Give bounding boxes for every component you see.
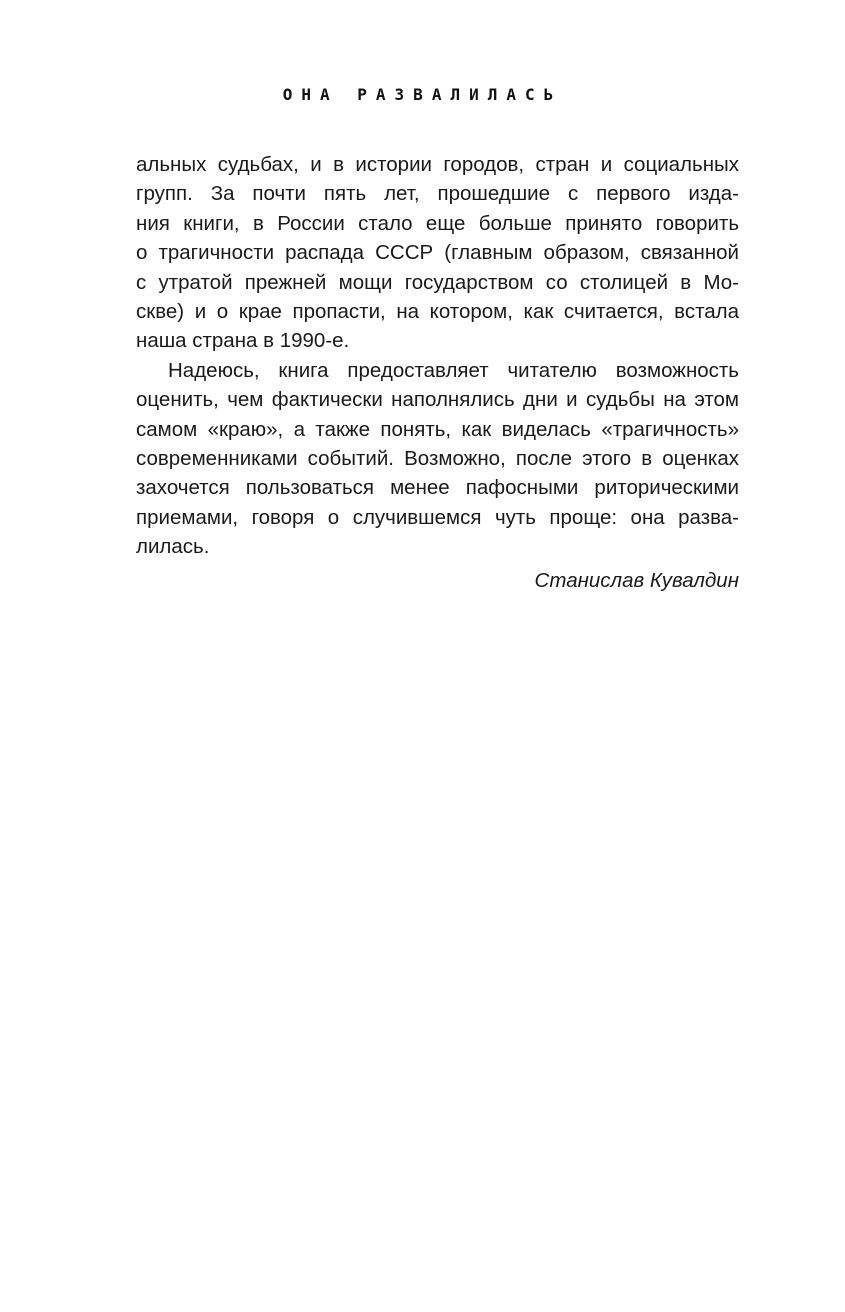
running-head: ОНА РАЗВАЛИЛАСЬ: [282, 85, 563, 104]
text-line: ния книги, в России стало еще больше принято говорить: [136, 211, 739, 235]
paragraph-2: [136, 356, 739, 562]
author-signature: Станислав Кувалдин: [534, 569, 739, 592]
text-line: захочется пользоваться менее пафосными риторическими: [136, 476, 739, 500]
text-line: современниками событий. Возможно, после этого в оценках: [136, 446, 739, 470]
text-line: приемами, говоря о случившемся чуть проще: она разва-: [136, 505, 739, 529]
body-text: [136, 150, 739, 561]
text-line: самом «краю», а также понять, как виделась «трагичность»: [136, 417, 739, 441]
text-line: наша страна в 1990-е.: [136, 329, 350, 353]
text-line: о трагичности распада СССР (главным образом, связанной: [136, 241, 739, 265]
text-line: альных судьбах, и в истории городов, стран и социальных: [136, 153, 739, 176]
text-line: с утратой прежней мощи государством со столицей в Мо-: [136, 270, 739, 294]
text-line: групп. За почти пять лет, прошедшие с первого изда-: [136, 182, 739, 206]
text-line: лилась.: [136, 535, 210, 559]
text-line: оценить, чем фактически наполнялись дни и судьбы на этом: [136, 388, 739, 412]
text-line: скве) и о крае пропасти, на котором, как считается, встала: [136, 299, 739, 323]
paragraph-1: [136, 150, 739, 356]
text-line: Надеюсь, книга предоставляет читателю возможность: [168, 358, 739, 382]
